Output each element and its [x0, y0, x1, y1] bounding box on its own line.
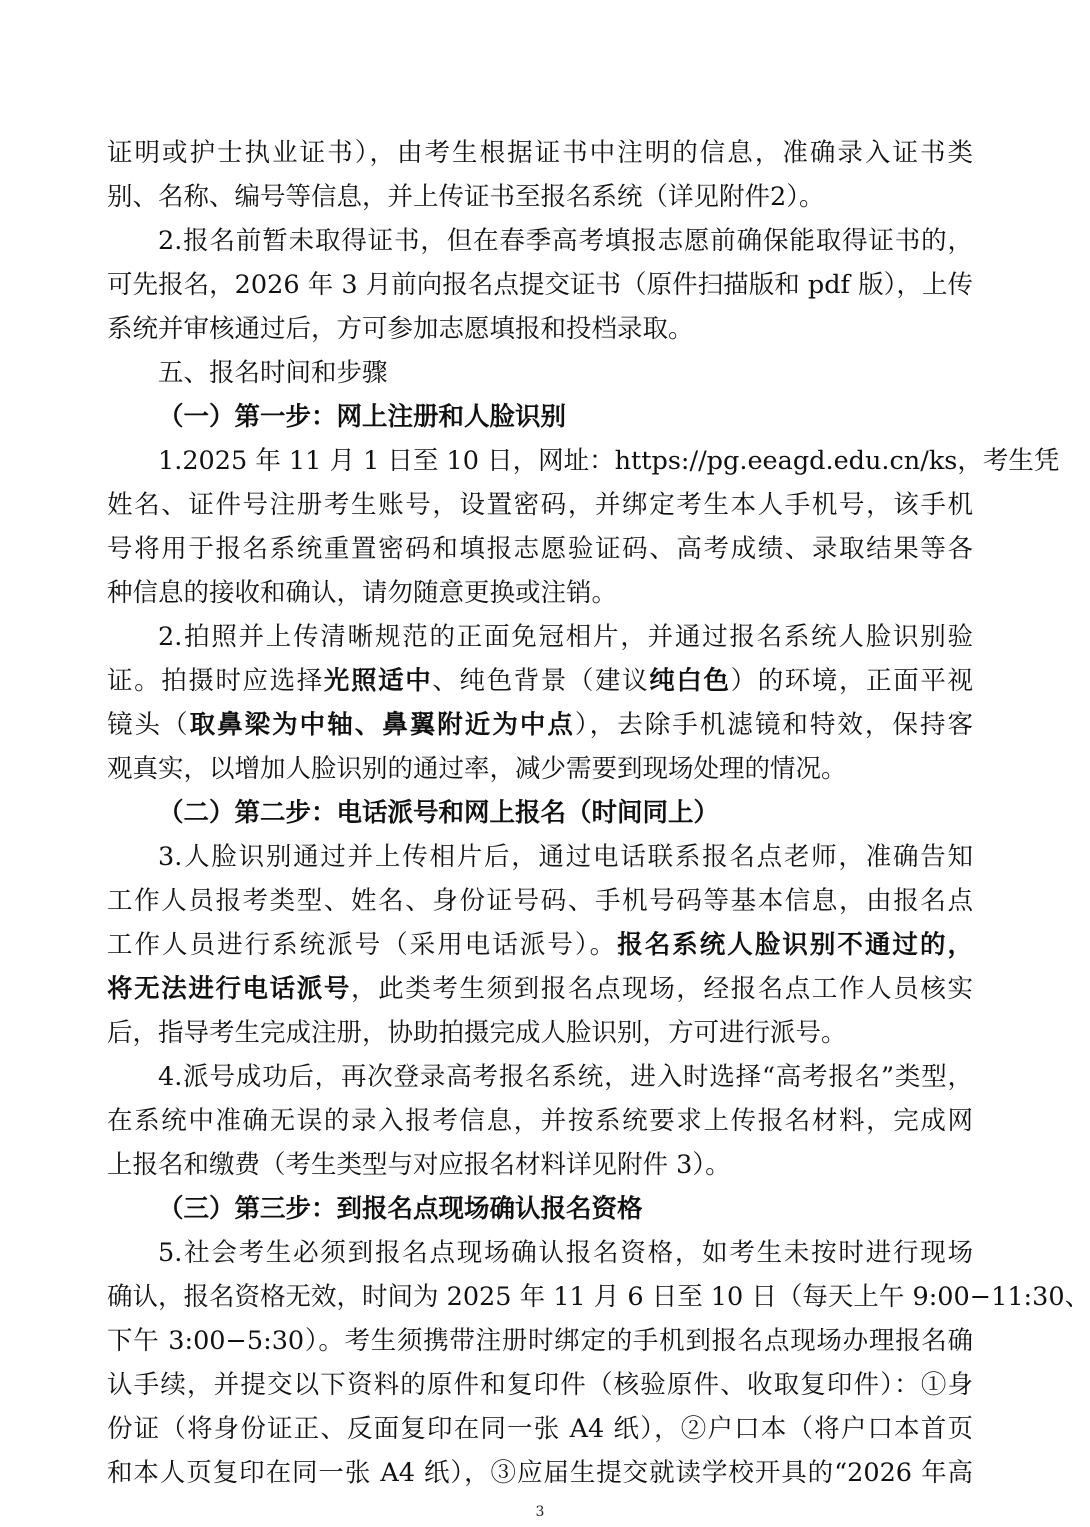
subsection-heading: （一）第一步：网上注册和人脸识别	[158, 402, 567, 432]
section-heading: 五、报名时间和步骤	[158, 358, 388, 388]
text-line: 下午 3:00−5:30）。考生须携带注册时绑定的手机到报名点现场办理报名确	[107, 1326, 973, 1356]
text-line: 姓名、证件号注册考生账号，设置密码，并绑定考生本人手机号，该手机	[107, 490, 973, 520]
text-line: 系统并审核通过后，方可参加志愿填报和投档录取。	[107, 314, 694, 344]
text-line: 证明或护士执业证书），由考生根据证书中注明的信息，准确录入证书类	[107, 138, 973, 168]
text-line: 工作人员进行系统派号（采用电话派号）。报名系统人脸识别不通过的，	[107, 930, 973, 960]
text-line: 4.派号成功后，再次登录高考报名系统，进入时选择“高考报名”类型，	[158, 1062, 973, 1092]
text-line: 将无法进行电话派号，此类考生须到报名点现场，经报名点工作人员核实	[107, 974, 973, 1004]
text-line: 2.拍照并上传清晰规范的正面免冠相片，并通过报名系统人脸识别验	[158, 622, 973, 652]
text-line: 种信息的接收和确认，请勿随意更换或注销。	[107, 578, 618, 608]
subsection-heading: （三）第三步：到报名点现场确认报名资格	[158, 1194, 643, 1224]
subsection-heading: （二）第二步：电话派号和网上报名（时间同上）	[158, 798, 720, 828]
text-line: 镜头（取鼻梁为中轴、鼻翼附近为中点），去除手机滤镜和特效，保持客	[107, 710, 973, 740]
text-line: 2.报名前暂未取得证书，但在春季高考填报志愿前确保能取得证书的，	[158, 226, 973, 256]
emphasis-text: 报名系统人脸识别不通过的，	[617, 930, 973, 960]
text-line: 可先报名，2026 年 3 月前向报名点提交证书（原件扫描版和 pdf 版），上传	[107, 270, 973, 300]
text-line: 确认，报名资格无效，时间为 2025 年 11 月 6 日至 10 日（每天上午 9:00−11:30、	[107, 1282, 1090, 1312]
emphasis-text: 取鼻梁为中轴、鼻翼附近为中点	[189, 710, 575, 740]
emphasis-text: 光照适中	[323, 666, 433, 696]
text-line: 在系统中准确无误的录入报考信息，并按系统要求上传报名材料，完成网	[107, 1106, 973, 1136]
text-line: 和本人页复印在同一张 A4 纸），③应届生提交就读学校开具的“2026 年高	[107, 1458, 973, 1488]
text-line: 别、名称、编号等信息，并上传证书至报名系统（详见附件2）。	[107, 182, 825, 212]
page-number: 3	[535, 1504, 545, 1520]
text-line: 5.社会考生必须到报名点现场确认报名资格，如考生未按时进行现场	[158, 1238, 973, 1268]
text-line: 认手续，并提交以下资料的原件和复印件（核验原件、收取复印件）：①身	[107, 1370, 973, 1400]
emphasis-text: 将无法进行电话派号	[107, 974, 352, 1004]
text-line: 工作人员报考类型、姓名、身份证号码、手机号码等基本信息，由报名点	[107, 886, 973, 916]
text-line: 后，指导考生完成注册，协助拍摄完成人脸识别，方可进行派号。	[107, 1018, 847, 1048]
text-line: 上报名和缴费（考生类型与对应报名材料详见附件 3）。	[107, 1150, 731, 1180]
emphasis-text: 纯白色	[649, 666, 731, 696]
text-line: 1.2025 年 11 月 1 日至 10 日，网址：https://pg.eeagd.edu.cn/ks，考生凭	[158, 446, 1060, 476]
text-line: 份证（将身份证正、反面复印在同一张 A4 纸），②户口本（将户口本首页	[107, 1414, 973, 1444]
text-line: 证。拍摄时应选择光照适中、纯色背景（建议纯白色）的环境，正面平视	[107, 666, 973, 696]
text-line: 观真实，以增加人脸识别的通过率，减少需要到现场处理的情况。	[107, 754, 847, 784]
text-line: 号将用于报名系统重置密码和填报志愿验证码、高考成绩、录取结果等各	[107, 534, 973, 564]
text-line: 3.人脸识别通过并上传相片后，通过电话联系报名点老师，准确告知	[158, 842, 973, 872]
